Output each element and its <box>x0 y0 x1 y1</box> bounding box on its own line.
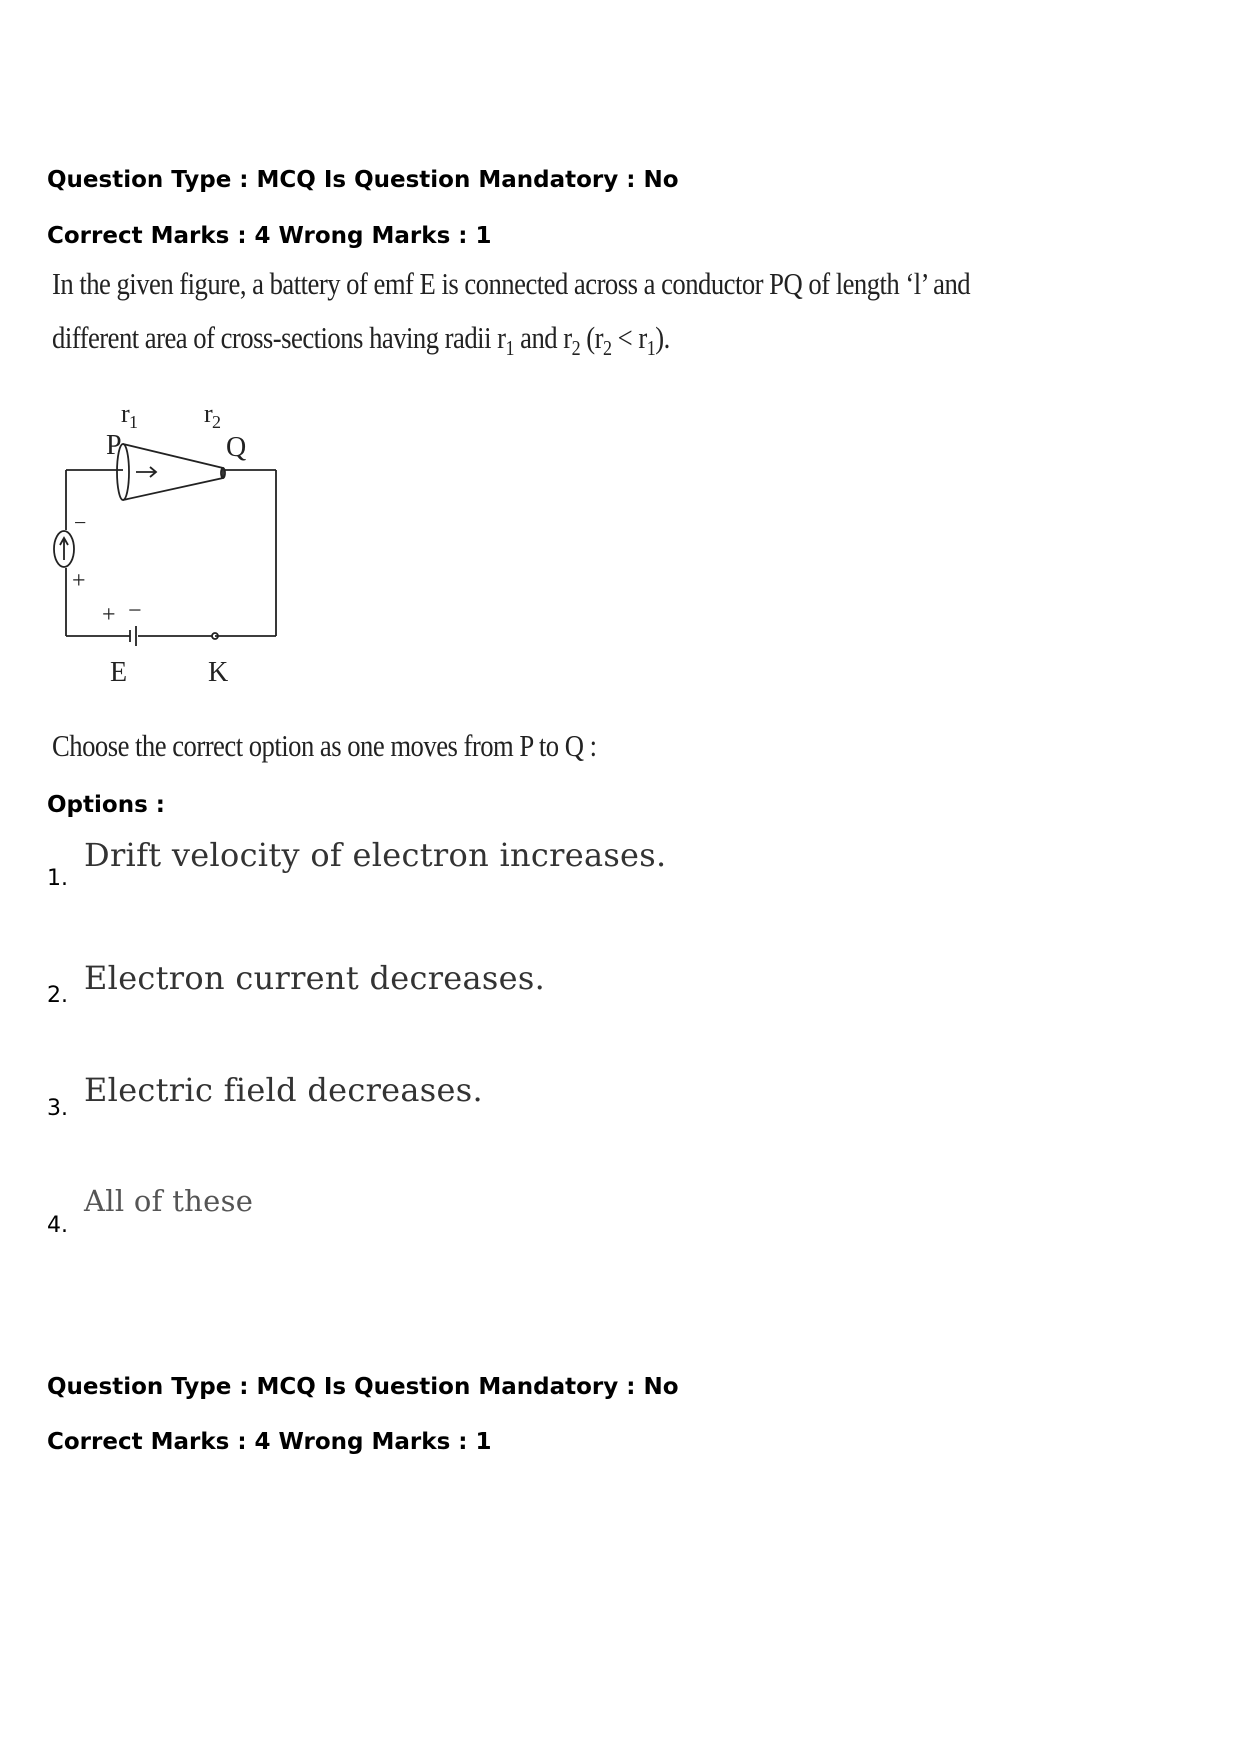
circuit-diagram <box>48 398 288 698</box>
option-2-number: 2. <box>47 983 68 1008</box>
svg-text:r: r <box>121 399 130 428</box>
svg-text:+: + <box>72 568 86 594</box>
svg-text:1: 1 <box>129 412 138 432</box>
svg-text:Q: Q <box>226 432 247 463</box>
marks-line: Correct Marks : 4 Wrong Marks : 1 <box>47 1429 492 1455</box>
option-3-text[interactable]: Electric field decreases. <box>84 1071 483 1109</box>
options-heading: Options : <box>47 792 165 818</box>
option-1-number: 1. <box>47 866 68 891</box>
option-1-text[interactable]: Drift velocity of electron increases. <box>84 836 667 874</box>
question-prompt: Choose the correct option as one moves from P to Q : <box>52 728 597 763</box>
question-type-line: Question Type : MCQ Is Question Mandatory : No <box>47 167 679 193</box>
svg-text:E: E <box>110 657 128 688</box>
option-2-text[interactable]: Electron current decreases. <box>84 959 546 997</box>
option-3-number: 3. <box>47 1096 68 1121</box>
svg-text:K: K <box>208 657 229 688</box>
marks-line: Correct Marks : 4 Wrong Marks : 1 <box>47 223 492 249</box>
svg-text:+: + <box>102 602 116 628</box>
svg-text:P: P <box>106 430 122 461</box>
svg-text:−: − <box>74 510 87 535</box>
question-type-line: Question Type : MCQ Is Question Mandatory : No <box>47 1374 679 1400</box>
question-text-line-1: In the given figure, a battery of emf E is connected across a conductor PQ of length ‘l’ and <box>52 266 971 301</box>
option-4-text[interactable]: All of these <box>84 1184 254 1218</box>
svg-text:−: − <box>128 598 142 624</box>
svg-text:r: r <box>204 399 213 428</box>
option-4-number: 4. <box>47 1213 68 1238</box>
question-text-line-2: different area of cross-sections having radii $r_1$ and $r_2$ $(r_2 < r_1)$. <box>52 320 670 360</box>
svg-text:2: 2 <box>212 412 221 432</box>
